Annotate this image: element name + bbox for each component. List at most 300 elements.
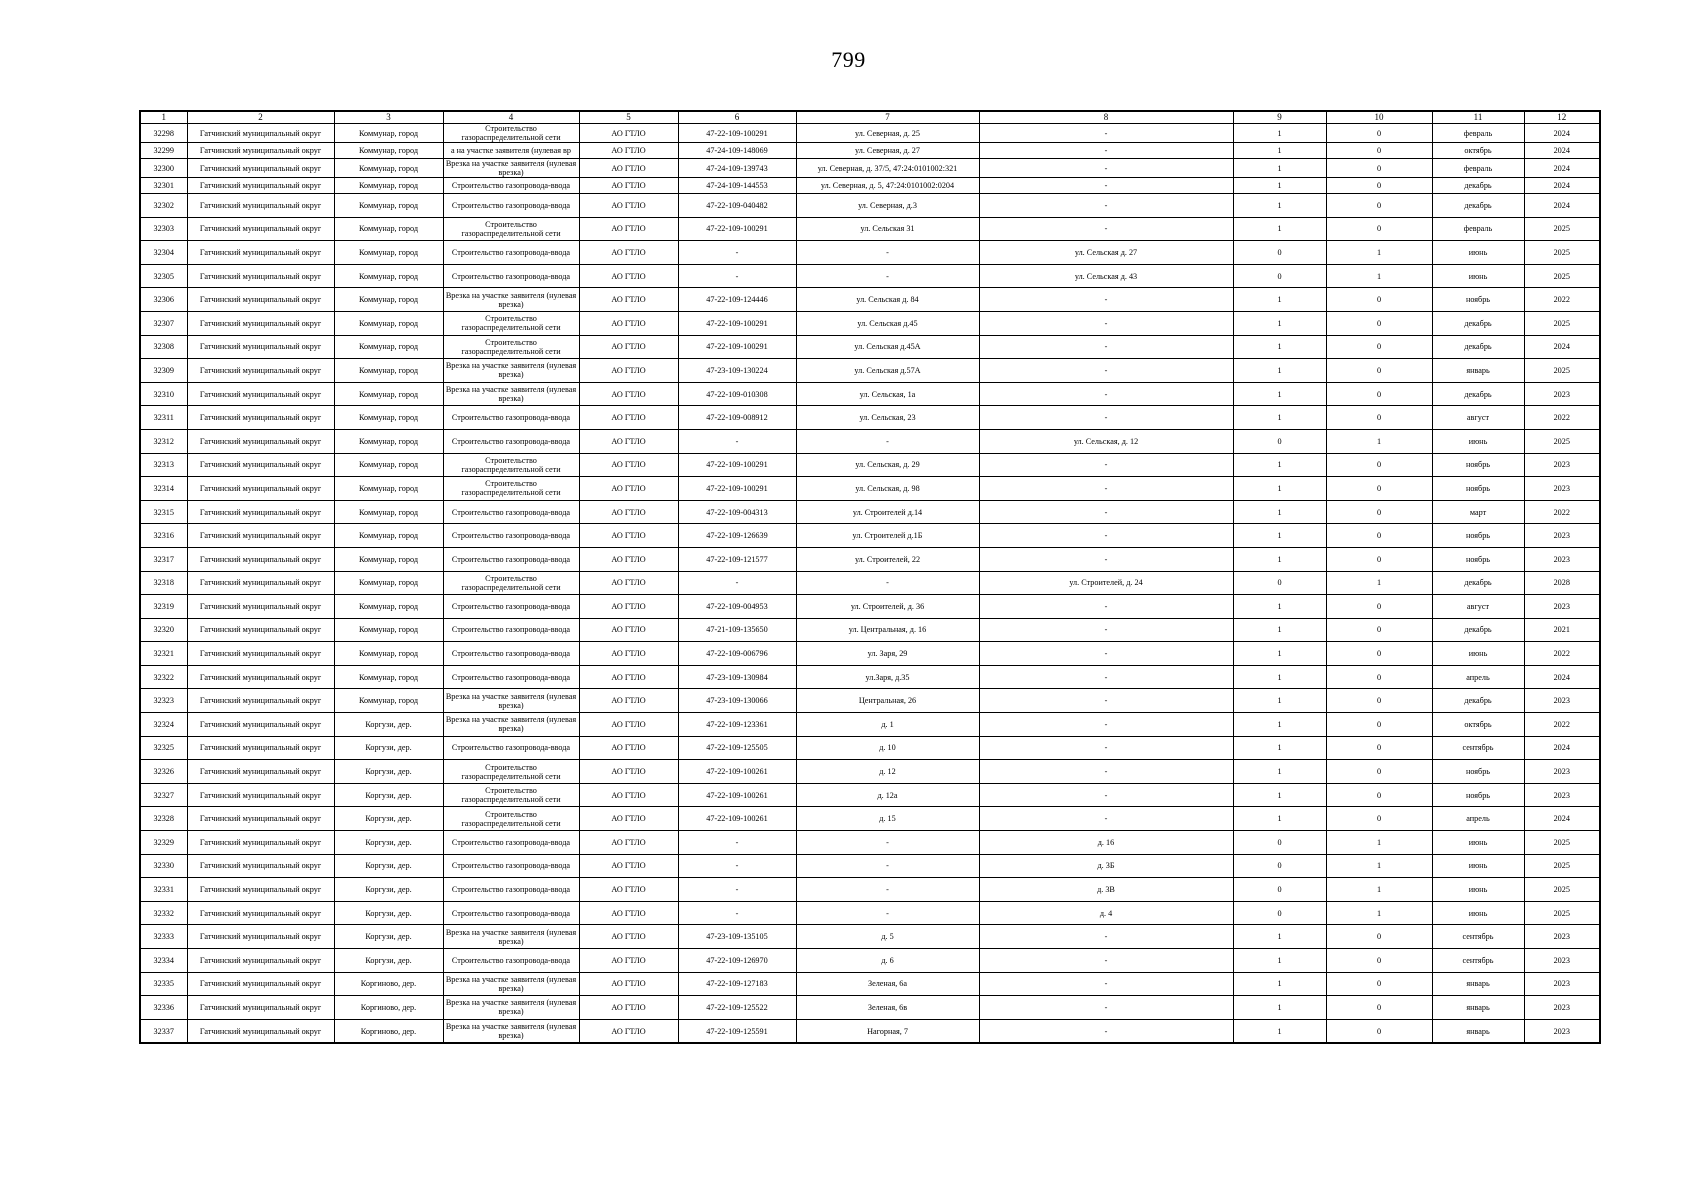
work-type-cell: Врезка на участке заявителя (нулевая врезка) — [443, 996, 579, 1020]
month-cell: декабрь — [1432, 382, 1524, 406]
year-cell: 2023 — [1524, 453, 1600, 477]
row-number-cell: 32298 — [140, 124, 187, 143]
planned-address-cell: - — [979, 665, 1233, 689]
month-cell: сентябрь — [1432, 949, 1524, 973]
year-cell: 2025 — [1524, 311, 1600, 335]
address-cell: ул. Сельская 31 — [796, 217, 979, 241]
count-connected-cell: 1 — [1233, 996, 1326, 1020]
column-header: 2 — [187, 111, 334, 124]
count-planned-cell: 0 — [1326, 159, 1432, 178]
planned-address-cell: - — [979, 288, 1233, 312]
organization-cell: АО ГТЛО — [579, 143, 678, 159]
year-cell: 2023 — [1524, 477, 1600, 501]
count-connected-cell: 1 — [1233, 783, 1326, 807]
application-number-cell: 47-22-109-126639 — [678, 524, 796, 548]
work-type-cell: Строительство газопровода-ввода — [443, 241, 579, 265]
month-cell: ноябрь — [1432, 453, 1524, 477]
month-cell: ноябрь — [1432, 288, 1524, 312]
planned-address-cell: - — [979, 311, 1233, 335]
count-connected-cell: 1 — [1233, 972, 1326, 996]
district-cell: Гатчинский муниципальный округ — [187, 831, 334, 855]
district-cell: Гатчинский муниципальный округ — [187, 524, 334, 548]
month-cell: ноябрь — [1432, 760, 1524, 784]
settlement-cell: Коммунар, город — [334, 642, 443, 666]
year-cell: 2024 — [1524, 665, 1600, 689]
planned-address-cell: - — [979, 159, 1233, 178]
row-number-cell: 32309 — [140, 359, 187, 383]
column-header: 12 — [1524, 111, 1600, 124]
organization-cell: АО ГТЛО — [579, 996, 678, 1020]
district-cell: Гатчинский муниципальный округ — [187, 143, 334, 159]
work-type-cell: Строительство газопровода-ввода — [443, 854, 579, 878]
address-cell: - — [796, 264, 979, 288]
table-row — [140, 713, 1600, 737]
district-cell: Гатчинский муниципальный округ — [187, 288, 334, 312]
row-number-cell: 32324 — [140, 713, 187, 737]
row-number-cell: 32328 — [140, 807, 187, 831]
work-type-cell: Строительство газопровода-ввода — [443, 595, 579, 619]
application-number-cell: 47-22-109-008912 — [678, 406, 796, 430]
organization-cell: АО ГТЛО — [579, 713, 678, 737]
organization-cell: АО ГТЛО — [579, 831, 678, 855]
count-connected-cell: 1 — [1233, 925, 1326, 949]
organization-cell: АО ГТЛО — [579, 665, 678, 689]
table-row — [140, 595, 1600, 619]
year-cell: 2023 — [1524, 783, 1600, 807]
address-cell: - — [796, 571, 979, 595]
count-planned-cell: 0 — [1326, 996, 1432, 1020]
district-cell: Гатчинский муниципальный округ — [187, 264, 334, 288]
year-cell: 2025 — [1524, 878, 1600, 902]
settlement-cell: Коммунар, город — [334, 595, 443, 619]
year-cell: 2024 — [1524, 736, 1600, 760]
row-number-cell: 32308 — [140, 335, 187, 359]
application-number-cell: - — [678, 901, 796, 925]
work-type-cell: Строительство газораспределительной сети — [443, 760, 579, 784]
planned-address-cell: - — [979, 143, 1233, 159]
year-cell: 2023 — [1524, 1019, 1600, 1043]
work-type-cell: Строительство газораспределительной сети — [443, 453, 579, 477]
month-cell: октябрь — [1432, 713, 1524, 737]
count-planned-cell: 0 — [1326, 217, 1432, 241]
district-cell: Гатчинский муниципальный округ — [187, 807, 334, 831]
table-row — [140, 500, 1600, 524]
row-number-cell: 32300 — [140, 159, 187, 178]
settlement-cell: Коммунар, город — [334, 288, 443, 312]
table-row — [140, 124, 1600, 143]
count-planned-cell: 0 — [1326, 949, 1432, 973]
district-cell: Гатчинский муниципальный округ — [187, 901, 334, 925]
planned-address-cell: - — [979, 124, 1233, 143]
page-number: 799 — [831, 47, 866, 72]
table-row — [140, 854, 1600, 878]
month-cell: июнь — [1432, 241, 1524, 265]
address-cell: д. 10 — [796, 736, 979, 760]
district-cell: Гатчинский муниципальный округ — [187, 665, 334, 689]
count-planned-cell: 0 — [1326, 382, 1432, 406]
organization-cell: АО ГТЛО — [579, 429, 678, 453]
district-cell: Гатчинский муниципальный округ — [187, 949, 334, 973]
settlement-cell: Коммунар, город — [334, 477, 443, 501]
planned-address-cell: - — [979, 359, 1233, 383]
year-cell: 2025 — [1524, 854, 1600, 878]
year-cell: 2021 — [1524, 618, 1600, 642]
district-cell: Гатчинский муниципальный округ — [187, 854, 334, 878]
count-connected-cell: 1 — [1233, 500, 1326, 524]
count-planned-cell: 0 — [1326, 311, 1432, 335]
work-type-cell: Строительство газопровода-ввода — [443, 406, 579, 430]
application-number-cell: 47-22-109-100291 — [678, 217, 796, 241]
count-connected-cell: 1 — [1233, 217, 1326, 241]
planned-address-cell: д. 16 — [979, 831, 1233, 855]
district-cell: Гатчинский муниципальный округ — [187, 241, 334, 265]
table-row — [140, 143, 1600, 159]
address-cell: д. 12 — [796, 760, 979, 784]
district-cell: Гатчинский муниципальный округ — [187, 713, 334, 737]
planned-address-cell: - — [979, 713, 1233, 737]
organization-cell: АО ГТЛО — [579, 241, 678, 265]
organization-cell: АО ГТЛО — [579, 736, 678, 760]
table-row — [140, 241, 1600, 265]
row-number-cell: 32303 — [140, 217, 187, 241]
settlement-cell: Коргиново, дер. — [334, 1019, 443, 1043]
organization-cell: АО ГТЛО — [579, 972, 678, 996]
application-number-cell: 47-22-109-004953 — [678, 595, 796, 619]
settlement-cell: Коргиново, дер. — [334, 996, 443, 1020]
district-cell: Гатчинский муниципальный округ — [187, 335, 334, 359]
application-number-cell: 47-22-109-100291 — [678, 311, 796, 335]
year-cell: 2025 — [1524, 241, 1600, 265]
organization-cell: АО ГТЛО — [579, 783, 678, 807]
address-cell: ул. Центральная, д. 16 — [796, 618, 979, 642]
count-planned-cell: 0 — [1326, 642, 1432, 666]
settlement-cell: Коммунар, город — [334, 264, 443, 288]
row-number-cell: 32304 — [140, 241, 187, 265]
month-cell: июнь — [1432, 831, 1524, 855]
work-type-cell: Строительство газораспределительной сети — [443, 311, 579, 335]
count-planned-cell: 0 — [1326, 736, 1432, 760]
table-row — [140, 689, 1600, 713]
count-planned-cell: 1 — [1326, 878, 1432, 902]
work-type-cell: Строительство газопровода-ввода — [443, 500, 579, 524]
address-cell: - — [796, 241, 979, 265]
table-row — [140, 831, 1600, 855]
work-type-cell: Строительство газопровода-ввода — [443, 878, 579, 902]
address-cell: - — [796, 831, 979, 855]
address-cell: Зеленая, 6в — [796, 996, 979, 1020]
planned-address-cell: - — [979, 949, 1233, 973]
count-connected-cell: 0 — [1233, 571, 1326, 595]
count-connected-cell: 1 — [1233, 595, 1326, 619]
count-connected-cell: 1 — [1233, 335, 1326, 359]
settlement-cell: Коммунар, город — [334, 689, 443, 713]
year-cell: 2025 — [1524, 264, 1600, 288]
settlement-cell: Коммунар, город — [334, 159, 443, 178]
row-number-cell: 32323 — [140, 689, 187, 713]
application-number-cell: - — [678, 571, 796, 595]
settlement-cell: Коммунар, город — [334, 524, 443, 548]
table-row — [140, 878, 1600, 902]
row-number-cell: 32312 — [140, 429, 187, 453]
count-planned-cell: 0 — [1326, 1019, 1432, 1043]
work-type-cell: Строительство газораспределительной сети — [443, 335, 579, 359]
work-type-cell: Строительство газопровода-ввода — [443, 665, 579, 689]
month-cell: декабрь — [1432, 335, 1524, 359]
planned-address-cell: ул. Сельская д. 43 — [979, 264, 1233, 288]
address-cell: д. 15 — [796, 807, 979, 831]
district-cell: Гатчинский муниципальный округ — [187, 159, 334, 178]
count-planned-cell: 0 — [1326, 807, 1432, 831]
work-type-cell: Врезка на участке заявителя (нулевая врезка) — [443, 288, 579, 312]
work-type-cell: Врезка на участке заявителя (нулевая врезка) — [443, 689, 579, 713]
address-cell: - — [796, 878, 979, 902]
address-cell: ул. Северная, д. 25 — [796, 124, 979, 143]
settlement-cell: Коммунар, город — [334, 241, 443, 265]
settlement-cell: Коргузи, дер. — [334, 831, 443, 855]
month-cell: декабрь — [1432, 178, 1524, 194]
table-row — [140, 429, 1600, 453]
year-cell: 2023 — [1524, 760, 1600, 784]
application-number-cell: 47-23-109-130224 — [678, 359, 796, 383]
application-number-cell: 47-23-109-130984 — [678, 665, 796, 689]
count-planned-cell: 0 — [1326, 178, 1432, 194]
count-planned-cell: 0 — [1326, 595, 1432, 619]
year-cell: 2024 — [1524, 159, 1600, 178]
column-header: 4 — [443, 111, 579, 124]
count-connected-cell: 1 — [1233, 194, 1326, 218]
year-cell: 2022 — [1524, 642, 1600, 666]
organization-cell: АО ГТЛО — [579, 124, 678, 143]
month-cell: сентябрь — [1432, 736, 1524, 760]
count-planned-cell: 1 — [1326, 901, 1432, 925]
address-cell: д. 5 — [796, 925, 979, 949]
registry-table — [139, 110, 1601, 1044]
row-number-cell: 32331 — [140, 878, 187, 902]
table-body — [140, 124, 1600, 1044]
year-cell: 2025 — [1524, 217, 1600, 241]
count-connected-cell: 0 — [1233, 264, 1326, 288]
month-cell: ноябрь — [1432, 547, 1524, 571]
application-number-cell: - — [678, 264, 796, 288]
organization-cell: АО ГТЛО — [579, 382, 678, 406]
district-cell: Гатчинский муниципальный округ — [187, 194, 334, 218]
work-type-cell: Строительство газопровода-ввода — [443, 736, 579, 760]
count-planned-cell: 1 — [1326, 264, 1432, 288]
column-header: 5 — [579, 111, 678, 124]
table-row — [140, 311, 1600, 335]
count-connected-cell: 0 — [1233, 831, 1326, 855]
count-planned-cell: 0 — [1326, 406, 1432, 430]
count-connected-cell: 1 — [1233, 453, 1326, 477]
district-cell: Гатчинский муниципальный округ — [187, 382, 334, 406]
organization-cell: АО ГТЛО — [579, 159, 678, 178]
planned-address-cell: ул. Строителей, д. 24 — [979, 571, 1233, 595]
count-planned-cell: 0 — [1326, 547, 1432, 571]
work-type-cell: Строительство газораспределительной сети — [443, 124, 579, 143]
month-cell: декабрь — [1432, 689, 1524, 713]
year-cell: 2023 — [1524, 972, 1600, 996]
column-header: 3 — [334, 111, 443, 124]
count-connected-cell: 1 — [1233, 524, 1326, 548]
organization-cell: АО ГТЛО — [579, 453, 678, 477]
month-cell: сентябрь — [1432, 925, 1524, 949]
settlement-cell: Коргузи, дер. — [334, 807, 443, 831]
settlement-cell: Коргузи, дер. — [334, 901, 443, 925]
count-planned-cell: 0 — [1326, 713, 1432, 737]
address-cell: д. 12а — [796, 783, 979, 807]
planned-address-cell: - — [979, 595, 1233, 619]
row-number-cell: 32319 — [140, 595, 187, 619]
count-planned-cell: 0 — [1326, 288, 1432, 312]
address-cell: ул.Заря, д.35 — [796, 665, 979, 689]
count-connected-cell: 1 — [1233, 665, 1326, 689]
settlement-cell: Коммунар, город — [334, 453, 443, 477]
work-type-cell: Строительство газопровода-ввода — [443, 642, 579, 666]
work-type-cell: Врезка на участке заявителя (нулевая врезка) — [443, 925, 579, 949]
settlement-cell: Коргузи, дер. — [334, 878, 443, 902]
work-type-cell: Строительство газопровода-ввода — [443, 524, 579, 548]
organization-cell: АО ГТЛО — [579, 359, 678, 383]
count-connected-cell: 1 — [1233, 689, 1326, 713]
address-cell: Центральная, 26 — [796, 689, 979, 713]
work-type-cell: Строительство газопровода-ввода — [443, 178, 579, 194]
organization-cell: АО ГТЛО — [579, 618, 678, 642]
address-cell: Нагорная, 7 — [796, 1019, 979, 1043]
table-row — [140, 642, 1600, 666]
column-number-row — [140, 111, 1600, 124]
column-header: 7 — [796, 111, 979, 124]
organization-cell: АО ГТЛО — [579, 264, 678, 288]
row-number-cell: 32321 — [140, 642, 187, 666]
table-row — [140, 524, 1600, 548]
month-cell: июнь — [1432, 901, 1524, 925]
year-cell: 2024 — [1524, 807, 1600, 831]
application-number-cell: 47-22-109-040482 — [678, 194, 796, 218]
work-type-cell: Строительство газораспределительной сети — [443, 783, 579, 807]
district-cell: Гатчинский муниципальный округ — [187, 689, 334, 713]
application-number-cell: 47-21-109-135650 — [678, 618, 796, 642]
count-connected-cell: 1 — [1233, 618, 1326, 642]
month-cell: январь — [1432, 1019, 1524, 1043]
address-cell: - — [796, 854, 979, 878]
application-number-cell: - — [678, 831, 796, 855]
organization-cell: АО ГТЛО — [579, 642, 678, 666]
planned-address-cell: - — [979, 689, 1233, 713]
application-number-cell: 47-22-109-100291 — [678, 477, 796, 501]
settlement-cell: Коргузи, дер. — [334, 760, 443, 784]
row-number-cell: 32333 — [140, 925, 187, 949]
district-cell: Гатчинский муниципальный округ — [187, 477, 334, 501]
planned-address-cell: - — [979, 500, 1233, 524]
count-connected-cell: 1 — [1233, 760, 1326, 784]
month-cell: декабрь — [1432, 194, 1524, 218]
work-type-cell: Врезка на участке заявителя (нулевая врезка) — [443, 1019, 579, 1043]
row-number-cell: 32307 — [140, 311, 187, 335]
address-cell: ул. Сельская д.57А — [796, 359, 979, 383]
count-connected-cell: 1 — [1233, 124, 1326, 143]
planned-address-cell: - — [979, 453, 1233, 477]
table-row — [140, 665, 1600, 689]
address-cell: ул. Сельская, 1а — [796, 382, 979, 406]
organization-cell: АО ГТЛО — [579, 571, 678, 595]
year-cell: 2022 — [1524, 406, 1600, 430]
table-row — [140, 996, 1600, 1020]
count-connected-cell: 0 — [1233, 854, 1326, 878]
row-number-cell: 32310 — [140, 382, 187, 406]
month-cell: июнь — [1432, 429, 1524, 453]
row-number-cell: 32332 — [140, 901, 187, 925]
district-cell: Гатчинский муниципальный округ — [187, 453, 334, 477]
work-type-cell: Строительство газораспределительной сети — [443, 217, 579, 241]
planned-address-cell: - — [979, 335, 1233, 359]
organization-cell: АО ГТЛО — [579, 217, 678, 241]
application-number-cell: 47-24-109-144553 — [678, 178, 796, 194]
count-planned-cell: 1 — [1326, 571, 1432, 595]
month-cell: март — [1432, 500, 1524, 524]
count-planned-cell: 0 — [1326, 972, 1432, 996]
row-number-cell: 32316 — [140, 524, 187, 548]
application-number-cell: 47-22-109-125522 — [678, 996, 796, 1020]
table-row — [140, 949, 1600, 973]
application-number-cell: - — [678, 878, 796, 902]
table-row — [140, 972, 1600, 996]
row-number-cell: 32302 — [140, 194, 187, 218]
planned-address-cell: - — [979, 618, 1233, 642]
work-type-cell: Строительство газопровода-ввода — [443, 194, 579, 218]
year-cell: 2025 — [1524, 901, 1600, 925]
row-number-cell: 32320 — [140, 618, 187, 642]
count-planned-cell: 0 — [1326, 524, 1432, 548]
work-type-cell: Строительство газопровода-ввода — [443, 949, 579, 973]
district-cell: Гатчинский муниципальный округ — [187, 571, 334, 595]
count-planned-cell: 1 — [1326, 854, 1432, 878]
settlement-cell: Коммунар, город — [334, 311, 443, 335]
organization-cell: АО ГТЛО — [579, 807, 678, 831]
row-number-cell: 32317 — [140, 547, 187, 571]
planned-address-cell: - — [979, 382, 1233, 406]
count-connected-cell: 1 — [1233, 477, 1326, 501]
column-header: 1 — [140, 111, 187, 124]
count-planned-cell: 0 — [1326, 500, 1432, 524]
organization-cell: АО ГТЛО — [579, 949, 678, 973]
application-number-cell: 47-22-109-004313 — [678, 500, 796, 524]
settlement-cell: Коммунар, город — [334, 359, 443, 383]
count-connected-cell: 0 — [1233, 901, 1326, 925]
month-cell: февраль — [1432, 217, 1524, 241]
work-type-cell: Строительство газопровода-ввода — [443, 264, 579, 288]
address-cell: ул. Строителей, д. 36 — [796, 595, 979, 619]
planned-address-cell: - — [979, 406, 1233, 430]
work-type-cell: Строительство газораспределительной сети — [443, 571, 579, 595]
table-row — [140, 807, 1600, 831]
table-row — [140, 547, 1600, 571]
count-connected-cell: 1 — [1233, 713, 1326, 737]
table-row — [140, 406, 1600, 430]
address-cell: - — [796, 901, 979, 925]
table-row — [140, 477, 1600, 501]
planned-address-cell: - — [979, 477, 1233, 501]
count-planned-cell: 0 — [1326, 925, 1432, 949]
organization-cell: АО ГТЛО — [579, 406, 678, 430]
settlement-cell: Коммунар, город — [334, 143, 443, 159]
month-cell: ноябрь — [1432, 524, 1524, 548]
table-row — [140, 901, 1600, 925]
planned-address-cell: - — [979, 547, 1233, 571]
application-number-cell: 47-22-109-100291 — [678, 124, 796, 143]
count-planned-cell: 0 — [1326, 665, 1432, 689]
table-row — [140, 783, 1600, 807]
settlement-cell: Коммунар, город — [334, 429, 443, 453]
